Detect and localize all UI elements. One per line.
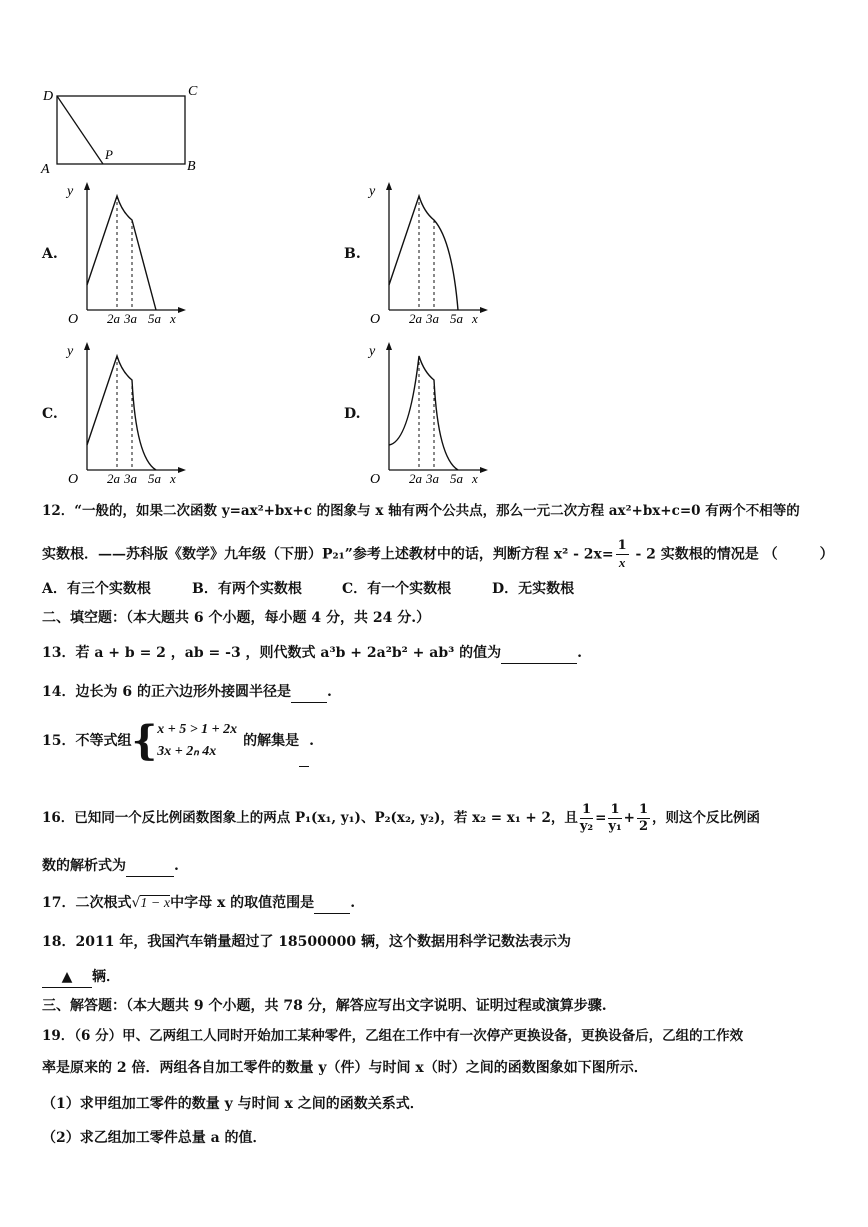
svg-text:5a: 5a — [148, 311, 161, 326]
q18-line2: ▲ 辆． — [42, 967, 120, 988]
svg-text:O: O — [370, 472, 381, 486]
svg-text:2a: 2a — [409, 311, 422, 326]
q12-fraction: $\frac{1}{x}$ — [617, 538, 627, 570]
q16-answer-blank[interactable] — [126, 856, 174, 877]
label-c: C — [188, 84, 198, 99]
svg-text:2a: 2a — [409, 471, 422, 486]
section-2-heading: 二、填空题：（本大题共 6 个小题，每小题 4 分，共 24 分.） — [42, 610, 431, 626]
svg-text:x: x — [170, 471, 176, 486]
graph-option-c — [62, 340, 192, 486]
q15-system: x + 5 > 1 + 2x 3x + 2ₙ 4x — [157, 722, 238, 759]
q12-line1: 12．“一般的，如果二次函数 y=ax²+bx+c 的图象与 x 轴有两个公共点，那么一元二次方程 ax²+bx+c=0 有两个不相等的 — [42, 503, 800, 519]
svg-text:O: O — [370, 312, 381, 326]
q14-answer-blank[interactable] — [291, 682, 327, 703]
q14: 14．边长为 6 的正六边形外接圆半径是 . — [42, 682, 332, 703]
svg-text:2a: 2a — [107, 311, 120, 326]
curve-b — [389, 196, 458, 310]
svg-text:x: x — [472, 471, 478, 486]
q19-line1: 19．（6 分）甲、乙两组工人同时开始加工某种零件，乙组在工作中有一次停产更换设备，更换设备后，乙组的工作效 — [42, 1028, 744, 1044]
q12-option-d: D．无实数根 — [492, 581, 575, 597]
segment-dp — [57, 96, 103, 164]
q12-option-b: B．有两个实数根 — [192, 581, 302, 597]
svg-text:3a: 3a — [124, 471, 137, 486]
q13-text: 13．若 a + b = 2 ，ab = -3 ，则代数式 a³b + 2a²b² + ab³ 的值为 — [42, 645, 502, 661]
q13-answer-blank[interactable] — [501, 643, 577, 664]
label-p: P — [105, 147, 113, 162]
q16-line2: 数的解析式为 . — [42, 856, 179, 877]
svg-text:2a: 2a — [107, 471, 120, 486]
q19-part1: （1）求甲组加工零件的数量 y 与时间 x 之间的函数关系式． — [42, 1096, 424, 1112]
option-d-label: D. — [344, 406, 361, 422]
curve-c — [87, 356, 156, 470]
q16-line1: 16．已知同一个反比例函数图象上的两点 P₁(x₁, y₁)、P₂(x₂, y₂)，若 x₂ = x₁ + 2，且 $\frac{1}{\text{y₂}}$ = $\frac{1}{\text{y₁}}$ + $\frac{1}{2}$ ，则这个反比例函 — [42, 802, 761, 834]
q12-line2-b: - 2 实数根的情况是 （ ） — [630, 546, 834, 563]
q19-part2: （2）求乙组加工零件总量 a 的值． — [42, 1130, 267, 1146]
q17-answer-blank[interactable] — [314, 893, 350, 914]
q12-line2 — [42, 538, 834, 571]
q17-radical: √1 − x — [131, 895, 171, 911]
svg-text:5a: 5a — [450, 311, 463, 326]
svg-text:y: y — [67, 184, 74, 199]
q16-text: 16．已知同一个反比例函数图象上的两点 P₁(x₁, y₁)、P₂(x₂, y₂)，若 x₂ = x₁ + 2，且 — [42, 810, 578, 826]
svg-text:y: y — [369, 184, 376, 199]
svg-text:y: y — [369, 344, 376, 359]
svg-text:5a: 5a — [450, 471, 463, 486]
q18-answer-blank[interactable]: ▲ — [42, 967, 92, 988]
q14-text: 14．边长为 6 的正六边形外接圆半径是 — [42, 684, 291, 700]
svg-text:O: O — [68, 472, 79, 486]
svg-text:3a: 3a — [426, 311, 439, 326]
q15: 15．不等式组{ x + 5 > 1 + 2x 3x + 2ₙ 4x 的解集是 . — [42, 716, 314, 767]
svg-text:x: x — [170, 311, 176, 326]
option-c-label: C. — [42, 406, 58, 422]
curve-d — [389, 356, 458, 470]
label-d: D — [43, 89, 54, 104]
option-b-label: B. — [344, 246, 361, 262]
q18-line1: 18．2011 年，我国汽车销量超过了 18500000 辆，这个数据用科学记数法表示为 — [42, 934, 571, 950]
curve-a — [87, 196, 156, 310]
graph-option-a — [62, 180, 192, 326]
graph-option-d — [364, 340, 494, 486]
q15-answer-blank[interactable] — [299, 716, 309, 767]
svg-text:3a: 3a — [426, 471, 439, 486]
svg-text:3a: 3a — [124, 311, 137, 326]
q17: 17．二次根式√1 − x中字母 x 的取值范围是 . — [42, 893, 355, 914]
q12-line2-a: 实数根．——苏科版《数学》九年级（下册）P₂₁”参考上述教材中的话，判断方程 x² - 2x= — [42, 546, 614, 563]
q15-text: 15．不等式组 — [42, 733, 132, 749]
q12-option-c: C．有一个实数根 — [342, 581, 452, 597]
svg-text:x: x — [472, 311, 478, 326]
q12-option-a: A．有三个实数根 — [42, 581, 151, 597]
section-3-heading: 三、解答题：（本大题共 9 个小题，共 78 分，解答应写出文字说明、证明过程或演算步骤. — [42, 998, 607, 1014]
rectangle-figure — [38, 84, 208, 176]
q19-line2: 率是原来的 2 倍．两组各自加工零件的数量 y（件）与时间 x（时）之间的函数图象如下图所示． — [42, 1060, 648, 1076]
svg-text:y: y — [67, 344, 74, 359]
svg-text:5a: 5a — [148, 471, 161, 486]
label-b: B — [187, 159, 196, 174]
q13: 13．若 a + b = 2 ，ab = -3 ，则代数式 a³b + 2a²b² + ab³ 的值为 . — [42, 643, 582, 664]
option-a-label: A. — [42, 246, 58, 262]
rectangle-abcd — [57, 96, 185, 164]
svg-text:O: O — [68, 312, 79, 326]
graph-option-b — [364, 180, 494, 326]
label-a: A — [41, 162, 50, 176]
q15-brace: { — [131, 717, 158, 764]
